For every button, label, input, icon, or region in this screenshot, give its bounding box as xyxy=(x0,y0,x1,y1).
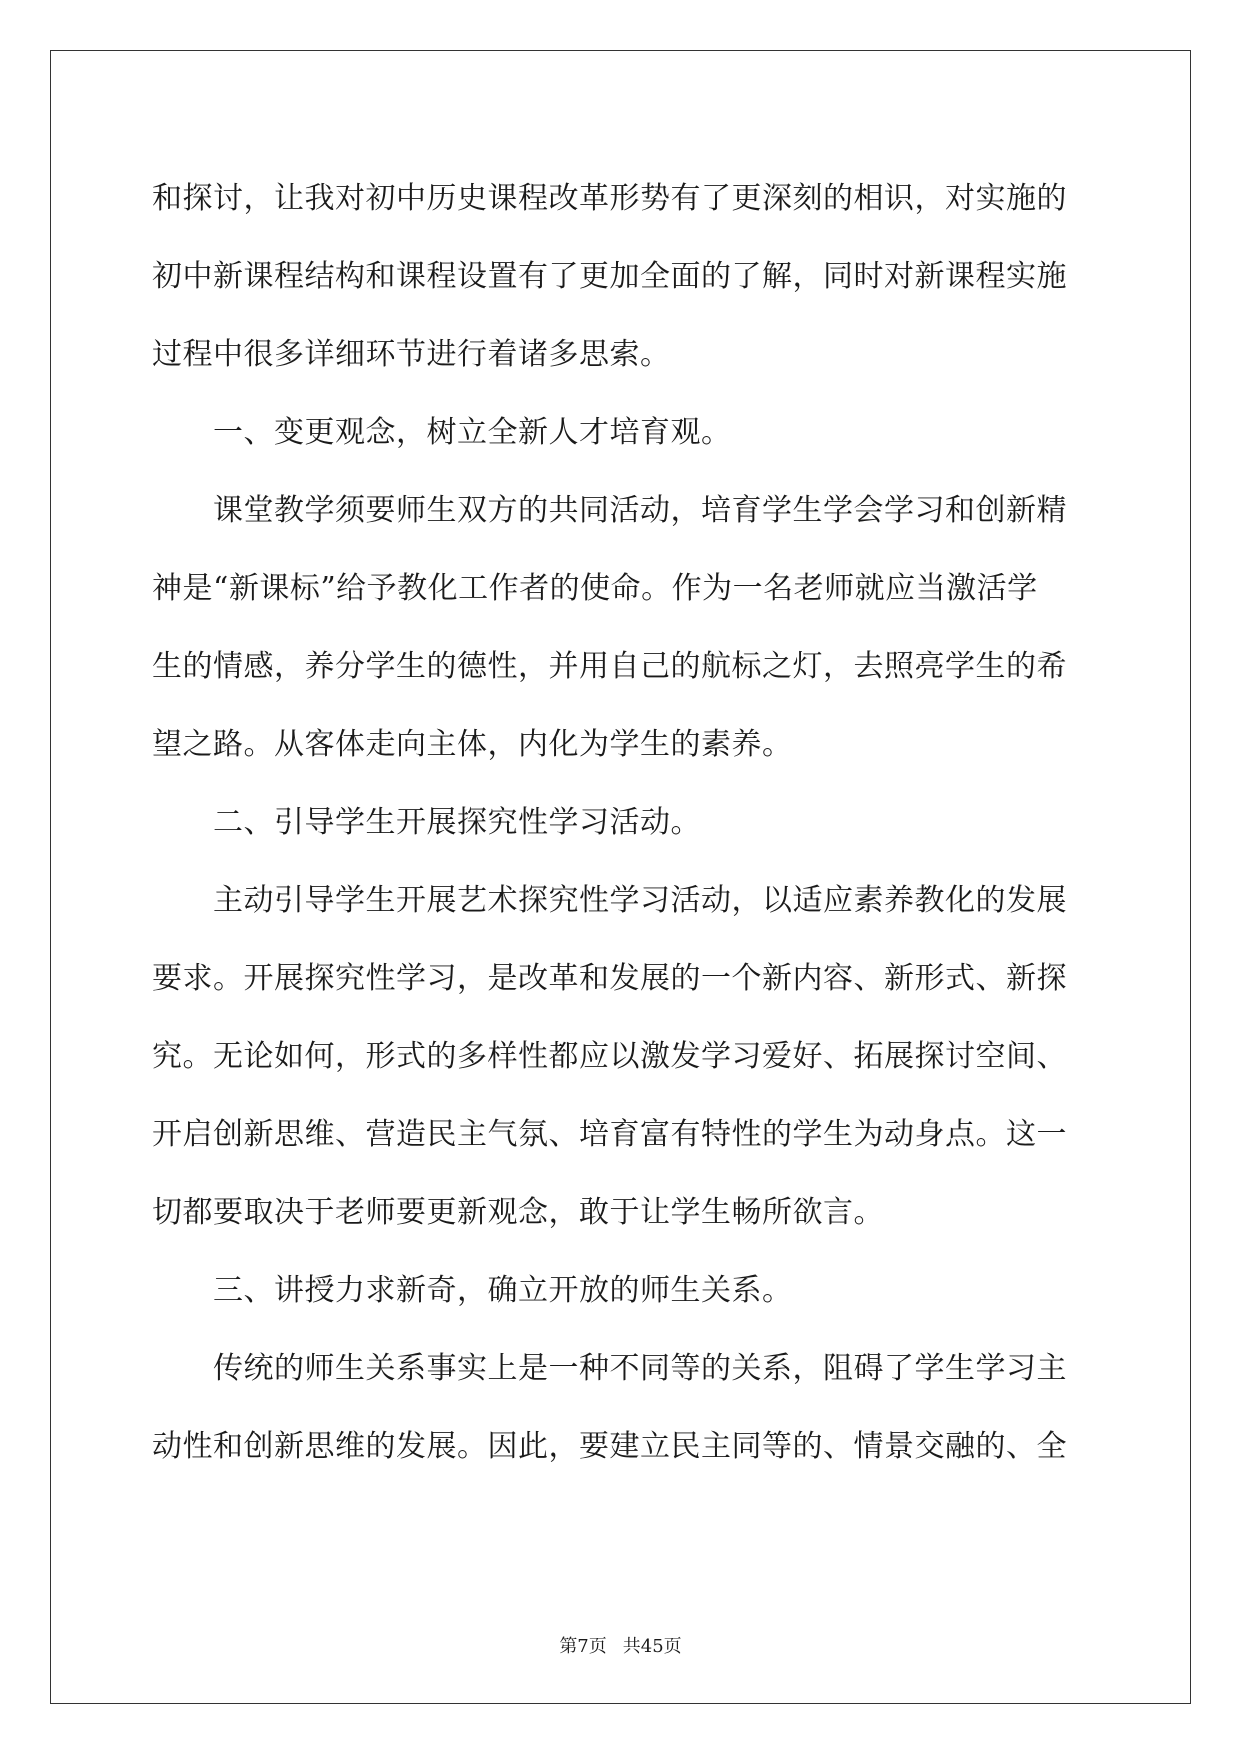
page-footer xyxy=(0,1632,1241,1662)
text-line: 和探讨，让我对初中历史课程改革形势有了更深刻的相识，对实施的 xyxy=(152,181,1067,216)
text-line: 生的情感，养分学生的德性，并用自己的航标之灯，去照亮学生的希 xyxy=(152,649,1067,684)
page-number: 第7页 xyxy=(559,1636,607,1657)
section-heading-2: 二、引导学生开展探究性学习活动。 xyxy=(152,805,701,840)
text-line: 课堂教学须要师生双方的共同活动，培育学生学会学习和创新精 xyxy=(152,493,1067,528)
text-line: 切都要取决于老师要更新观念，敢于让学生畅所欲言。 xyxy=(152,1195,884,1230)
text-line: 开启创新思维、营造民主气氛、培育富有特性的学生为动身点。这一 xyxy=(152,1117,1067,1152)
document-body xyxy=(152,160,1092,1486)
text-line: 动性和创新思维的发展。因此，要建立民主同等的、情景交融的、全 xyxy=(152,1429,1067,1464)
text-line: 望之路。从客体走向主体，内化为学生的素养。 xyxy=(152,727,793,762)
text-line: 神是“新课标”给予教化工作者的使命。作为一名老师就应当激活学 xyxy=(152,571,1038,606)
text-line: 主动引导学生开展艺术探究性学习活动，以适应素养教化的发展 xyxy=(152,883,1067,918)
text-line: 要求。开展探究性学习，是改革和发展的一个新内容、新形式、新探 xyxy=(152,961,1067,996)
text-line: 初中新课程结构和课程设置有了更加全面的了解，同时对新课程实施 xyxy=(152,259,1067,294)
text-line: 究。无论如何，形式的多样性都应以激发学习爱好、拓展探讨空间、 xyxy=(152,1039,1067,1074)
text-line: 过程中很多详细环节进行着诸多思索。 xyxy=(152,337,671,372)
page-total: 共45页 xyxy=(622,1636,682,1657)
text-line: 传统的师生关系事实上是一种不同等的关系，阻碍了学生学习主 xyxy=(152,1351,1067,1386)
section-heading-1: 一、变更观念，树立全新人才培育观。 xyxy=(152,415,732,450)
section-heading-3: 三、讲授力求新奇，确立开放的师生关系。 xyxy=(152,1273,793,1308)
